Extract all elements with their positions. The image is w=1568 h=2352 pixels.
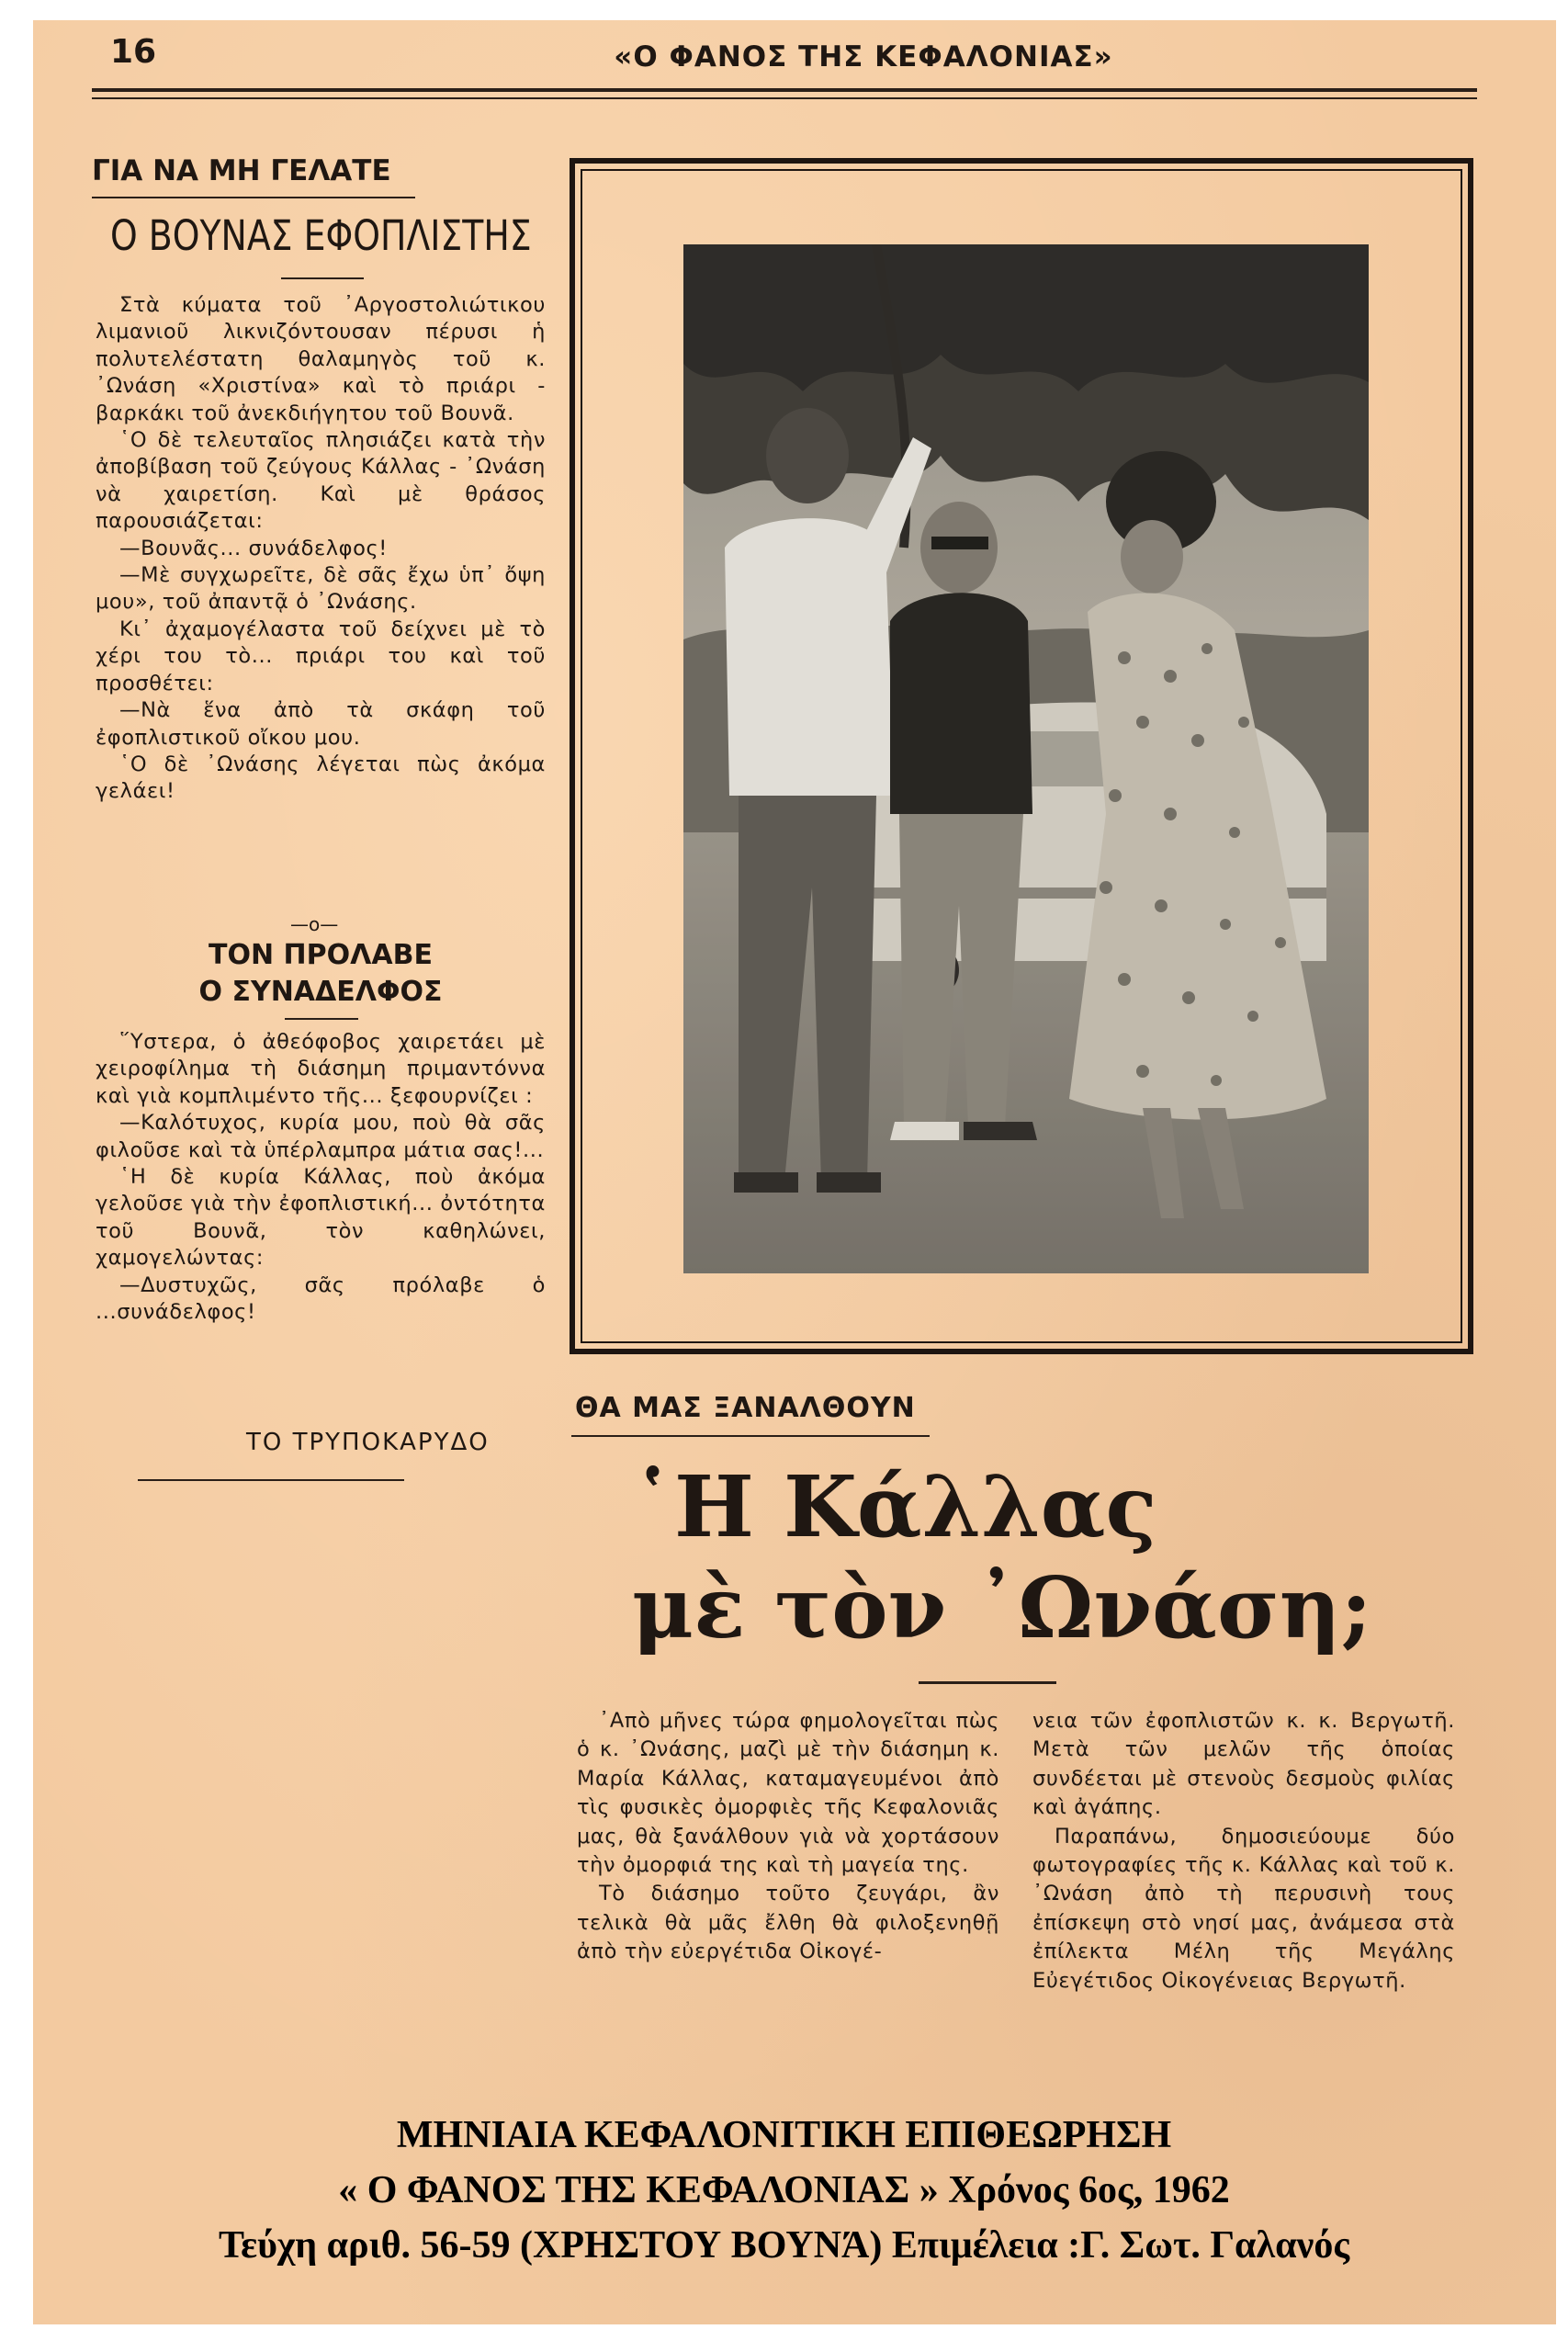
page-number: 16 <box>110 33 157 71</box>
story-paragraph: —Δυστυχῶς, σᾶς πρόλαβε ὁ ...συνάδελφος! <box>96 1272 546 1325</box>
story-paragraph: —Καλότυχος, κυρία μου, ποὺ θὰ σᾶς φιλοῦσε καὶ τὰ ὑπέρλαμπρα μάτια σας!... <box>96 1111 546 1162</box>
caption-line-3: Τεύχη αριθ. 56-59 (ΧΡΗΣΤΟΥ ΒΟΥΝΆ) Επιμέλεια :Γ. Σωτ. Γαλανός <box>218 2224 1350 2267</box>
story-paragraph: ῾Ο δὲ ᾿Ωνάσης λέγεται πὼς ἀκόμα γελάει! <box>96 752 546 804</box>
photograph-callas-onassis <box>683 244 1369 1273</box>
section-separator: —o— <box>290 913 339 935</box>
story-paragraph: Στὰ κύματα τοῦ ᾿Αργοστολιώτικου λιμανιοῦ λικνιζόντουσαν πέρυσι ἡ πολυτελέστατη θαλαμηγὸς τοῦ κ. ᾿Ωνάση «Χριστίνα» καὶ τὸ πριάρι - βαρκάκι τοῦ ἀνεκδιήγητου τοῦ Βουνᾶ. <box>96 293 546 425</box>
article-paragraph: ᾿Απὸ μῆνες τώρα φημολογεῖται πὼς ὁ κ. ᾿Ωνάσης, μαζὶ μὲ τὴν διάσημη κ. Μαρία Κάλλας, καταμαγευμένοι ἀπὸ τὶς φυσικὲς ὀμορφιὲς τῆς Κεφαλονιᾶς μας, θὰ ξανάλθουν γιὰ νὰ χορτάσουν τὴν ὀμορφιά της καὶ τὴ μαγεία της. <box>577 1709 999 1878</box>
story-paragraph: —Νὰ ἕνα ἀπὸ τὰ σκάφη τοῦ ἐφοπλιστικοῦ οἴκου μου. <box>96 698 546 750</box>
article-title-dash <box>919 1681 1056 1684</box>
left-kicker: ΓΙΑ ΝΑ ΜΗ ΓΕΛΑΤΕ <box>92 154 391 187</box>
article-kicker-underline <box>571 1435 930 1437</box>
caption-line-2: « Ο ΦΑΝΟΣ ΤΗΣ ΚΕΦΑΛΟΝΙΑΣ » Χρόνος 6ος, 1962 <box>338 2169 1230 2211</box>
story-paragraph: Κι᾿ ἀχαμογέλαστα τοῦ δείχνει μὲ τὸ χέρι του τὸ... πριάρι του καὶ τοῦ προσθέτει: <box>96 616 546 695</box>
article-paragraph: νεια τῶν ἐφοπλιστῶν κ. κ. Βεργωτῆ. Μετὰ τῶν μελῶν τῆς ὁποίας συνδέεται μὲ στενοὺς δεσμοὺς φιλίας καὶ ἀγάπης. <box>1032 1709 1455 1820</box>
header-rule-top <box>92 88 1477 92</box>
story-paragraph: ῞Υστερα, ὁ ἀθεόφοβος χαιρετάει μὲ χειροφίλημα τὴ διάσημη πριμαντόννα καὶ γιὰ κομπλιμέντο τῆς... ξεφουρνίζει : <box>96 1030 546 1108</box>
story-paragraph: ῾Ο δὲ τελευταῖος πλησιάζει κατὰ τὴν ἀποβίβαση τοῦ ζεύγους Κάλλας - ᾿Ωνάση νὰ χαιρετίση. Καὶ μὲ θράσος παρουσιάζεται: <box>96 428 546 534</box>
subhead <box>96 937 546 1011</box>
kicker-underline <box>92 197 415 198</box>
article-title-line-1: ῾Η Κάλλας <box>632 1457 1157 1556</box>
article-paragraph: Τὸ διάσημο τοῦτο ζευγάρι, ἂν τελικὰ θὰ μᾶς ἔλθη θὰ φιλοξενηθῇ ἀπὸ τὴν εὐεργέτιδα Οἰκογέ- <box>577 1882 999 1964</box>
left-headline: Ο ΒΟΥΝΑΣ ΕΦΟΠΛΙΣΤΗΣ <box>110 211 532 260</box>
subhead-line-2: Ο ΣΥΝΑΔΕΛΦΟΣ <box>198 976 443 1008</box>
subhead-line-1: ΤΟΝ ΠΡΟΛΑΒΕ <box>209 939 433 971</box>
story-prolave <box>96 1029 546 1326</box>
article-kicker: ΘΑ ΜΑΣ ΞΑΝΑΛΘΟΥΝ <box>575 1392 916 1424</box>
article-column-1 <box>577 1707 999 1967</box>
subhead-dash <box>285 1018 358 1020</box>
article-column-2 <box>1032 1707 1455 1996</box>
signature: ΤΟ ΤΡΥΠΟΚΑΡΥΔΟ <box>246 1429 490 1456</box>
story-paragraph: —Βουνᾶς... συνάδελφος! <box>119 536 388 560</box>
article-title-line-2: μὲ τὸν ᾿Ωνάση; <box>632 1558 1372 1657</box>
photograph-illustration <box>683 244 1369 1273</box>
story-paragraph: ῾Η δὲ κυρία Κάλλας, ποὺ ἀκόμα γελοῦσε γιὰ τὴν ἐφοπλιστική... ὀντότητα τοῦ Βουνᾶ, τὸν καθηλώνει, χαμογελώντας: <box>96 1165 546 1271</box>
caption-line-1: ΜΗΝΙΑΙΑ ΚΕΦΑΛΟΝΙΤΙΚΗ ΕΠΙΘΕΩΡΗΣΗ <box>396 2114 1172 2156</box>
article-paragraph: Παραπάνω, δημοσιεύουμε δύο φωτογραφίες τῆς κ. Κάλλας καὶ τοῦ κ. ᾿Ωνάση ἀπὸ τὴ περυσινὴ τους ἐπίσκεψη στὸ νησί μας, ἀνάμεσα στὰ ἐπίλεκτα Μέλη τῆς Μεγάλης Εὐεγέτιδος Οἰκογένειας Βεργωτῆ. <box>1032 1824 1455 1993</box>
running-title: «Ο ΦΑΝΟΣ ΤΗΣ ΚΕΦΑΛΟΝΙΑΣ» <box>614 40 1113 74</box>
header-rule-bottom <box>92 97 1477 99</box>
story-paragraph: —Μὲ συγχωρεῖτε, δὲ σᾶς ἔχω ὑπ᾿ ὄψη μου», τοῦ ἀπαντᾷ ὁ ᾿Ωνάσης. <box>96 563 546 615</box>
headline-dash <box>281 277 364 279</box>
story-vounas <box>96 292 546 806</box>
signature-rule <box>138 1479 404 1481</box>
